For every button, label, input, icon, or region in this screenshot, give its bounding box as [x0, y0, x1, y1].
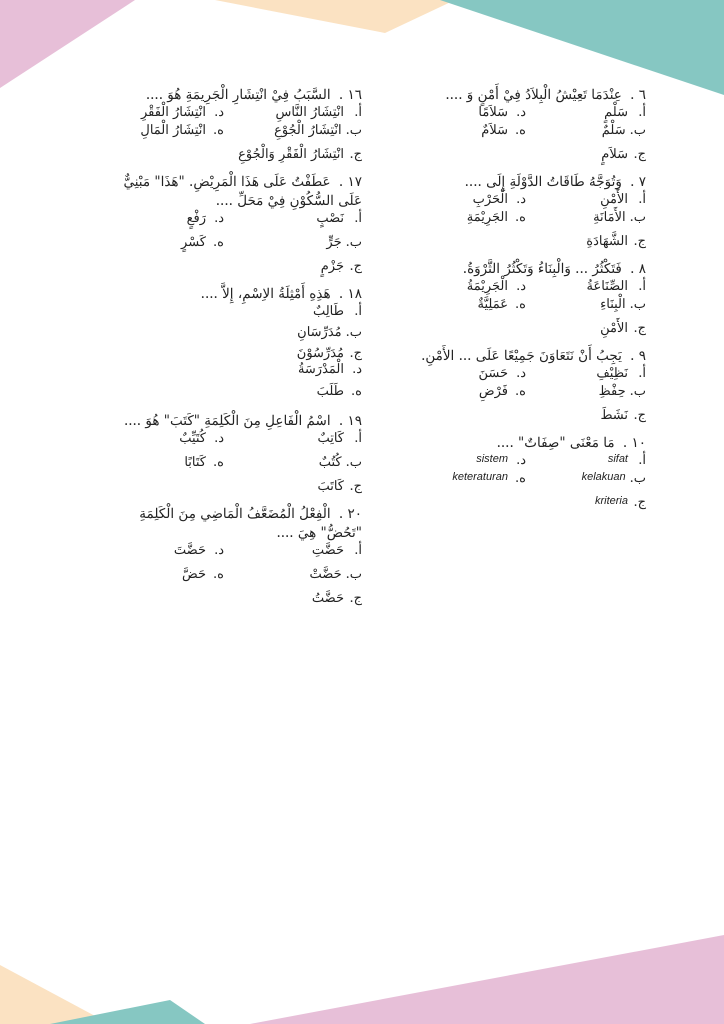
option-text: keteraturan — [452, 471, 508, 483]
option-text: نَشَطَ — [600, 408, 628, 423]
option-letter: ج. — [349, 346, 362, 361]
option-text: نَظِيْفِ — [596, 366, 628, 381]
option-text: نَصْبٍ — [316, 211, 344, 226]
option-text: سَلاَمٍ — [601, 147, 628, 162]
question-number: ١٦ . — [338, 87, 362, 103]
option-text: حَضَّتِ — [311, 543, 344, 558]
option-letter: ب. — [629, 210, 646, 225]
option-text: كَاتِبٌ — [317, 431, 344, 446]
option-text: طَلَبَ — [316, 384, 344, 399]
right-question-column — [346, 86, 646, 521]
option-letter: د. — [214, 431, 224, 446]
option-letter: د. — [214, 105, 224, 120]
question-8 — [346, 260, 646, 345]
option-letter: د. — [214, 543, 224, 558]
question-text: اسْمُ الْفَاعِلِ مِنَ الْكَلِمَةِ "كَتَبَ" هُوَ .... — [123, 413, 331, 429]
option-letter: أ. — [354, 543, 362, 558]
option-text: حَضَّتُ — [311, 591, 344, 606]
option-letter: أ. — [638, 105, 646, 120]
question-number: ٧ . — [630, 174, 646, 190]
option-letter: أ. — [354, 431, 362, 446]
option-text: جَرٍّ — [326, 235, 342, 250]
question-number: ١٨ . — [338, 286, 362, 302]
option-letter: أ. — [638, 192, 646, 207]
option-text: انْتِشَارُ الْفَقْرِ — [140, 105, 206, 120]
option-letter: أ. — [354, 105, 362, 120]
question-number: ٦ . — [630, 87, 646, 103]
option-text: حَسَنَ — [478, 366, 508, 381]
question-number: ١٠ . — [622, 435, 646, 451]
question-number: ٨ . — [630, 261, 646, 277]
option-letter: ج. — [633, 147, 646, 162]
option-letter: ج. — [349, 259, 362, 274]
option-text: رَفْعٍ — [186, 211, 206, 226]
option-text: الأَمْنِ — [600, 321, 628, 336]
option-letter: ه. — [515, 471, 526, 486]
option-text: انْتِشَارُ الْمَالِ — [140, 123, 206, 138]
option-letter: ه. — [213, 123, 224, 138]
option-text: kelakuan — [581, 471, 626, 483]
question-text: مَا مَعْنَى "صِفَاتٌ" .... — [496, 435, 615, 451]
option-text: الشَّهَادَةِ — [586, 234, 628, 249]
question-text: السَّبَبُ فِيْ انْتِشَارِ الْجَرِيمَةِ هُوَ .... — [145, 87, 331, 103]
option-text: kriteria — [594, 495, 628, 507]
option-text: الْحَرْبِ — [472, 192, 508, 207]
option-letter: ب. — [629, 471, 646, 486]
option-letter: ب. — [629, 384, 646, 399]
option-letter: أ. — [638, 279, 646, 294]
option-text: حَضَّتْ — [309, 567, 342, 582]
question-text: هَذِهِ أَمْثِلَةُ الاِسْمِ، إِلاَّ .... — [200, 286, 331, 302]
option-letter: د. — [352, 362, 362, 377]
question-number: ٩ . — [630, 348, 646, 364]
question-19 — [107, 412, 362, 503]
option-letter: ج. — [633, 408, 646, 423]
option-text: انْتِشَارُ النَّاسِ — [275, 105, 344, 120]
option-letter: ب. — [345, 123, 362, 138]
option-text: الْمَدْرَسَةُ — [297, 362, 344, 377]
option-letter: أ. — [638, 453, 646, 468]
question-text: عَطَفْتُ عَلَى هَذَا الْمَرِيْضِ. "هَذَا" مَبْنِيٌّ عَلَى السُّكُوْنِ فِيْ مَحَلِّ .... — [123, 174, 362, 209]
question-text: وَتُوَجَّهُ طَاقَاتُ الدَّوْلَةِ إِلَى .... — [464, 174, 622, 190]
option-text: الصِّنَاعَةُ — [586, 279, 628, 294]
option-letter: ه. — [515, 297, 526, 312]
option-text: sistem — [476, 453, 508, 465]
option-text: سَلْمٌ — [601, 123, 626, 138]
option-text: سَلْمٍ — [604, 105, 628, 120]
option-letter: ب. — [345, 455, 362, 470]
option-letter: د. — [516, 279, 526, 294]
question-10 — [346, 434, 646, 519]
option-text: الأَمْنِ — [600, 192, 628, 207]
option-letter: ه. — [213, 235, 224, 250]
option-letter: ه. — [515, 210, 526, 225]
option-letter: ج. — [349, 479, 362, 494]
option-letter: أ. — [354, 211, 362, 226]
option-text: فَرْضِ — [478, 384, 508, 399]
option-letter: د. — [516, 366, 526, 381]
option-text: الْبِنَاءِ — [600, 297, 626, 312]
option-text: sifat — [607, 453, 628, 465]
option-text: جَزْمٍ — [320, 259, 344, 274]
option-letter: ب. — [629, 123, 646, 138]
option-text: انْتِشَارُ الْجُوْعِ — [274, 123, 342, 138]
option-text: كُتَيِّبٌ — [179, 431, 206, 446]
option-letter: ج. — [349, 591, 362, 606]
option-letter: أ. — [638, 366, 646, 381]
option-text: انْتِشَارُ الْفَقْرِ وَالْجُوْعِ — [238, 147, 344, 162]
option-text: الْجَرِيْمَةُ — [466, 279, 508, 294]
question-text: يَجِبُ أَنْ نَتَعَاوَنَ جَمِيْعًا عَلَى ... الأَمْنِ. — [421, 348, 622, 364]
option-letter: أ. — [354, 304, 362, 319]
option-text: مُدَرِّسَانِ — [297, 325, 342, 340]
question-20 — [107, 505, 362, 615]
option-letter: ه. — [351, 384, 362, 399]
option-letter: ج. — [349, 147, 362, 162]
option-letter: ه. — [213, 455, 224, 470]
option-letter: ب. — [345, 325, 362, 340]
option-text: سَلاَمًا — [478, 105, 508, 120]
option-text: كَسْرٍ — [181, 235, 206, 250]
option-letter: ج. — [633, 321, 646, 336]
question-number: ٢٠ . — [338, 506, 362, 522]
question-text: الْفِعْلُ الْمُضَعَّفُ الْمَاضِي مِنَ الْكَلِمَةِ "تَحُضُّ" هِيَ .... — [139, 506, 362, 541]
question-16 — [107, 86, 362, 171]
option-text: الأَمَانَةِ — [593, 210, 626, 225]
question-number: ١٧ . — [338, 174, 362, 190]
option-letter: ه. — [515, 384, 526, 399]
option-letter: د. — [516, 453, 526, 468]
option-text: حِفْظِ — [598, 384, 626, 399]
question-18 — [107, 285, 362, 410]
left-question-column — [107, 86, 362, 617]
option-letter: ه. — [213, 567, 224, 582]
option-text: كَتَابًا — [184, 455, 206, 470]
question-text: عِنْدَمَا تَعِيْشُ الْبِلاَدُ فِيْ أَمْنٍ وَ .... — [445, 87, 622, 103]
option-text: طَالِبٌ — [312, 304, 344, 319]
top-right-teal-shape — [440, 0, 724, 95]
option-text: حَضَّتَ — [173, 543, 206, 558]
question-6 — [346, 86, 646, 171]
option-letter: ب. — [629, 297, 646, 312]
option-letter: د. — [516, 192, 526, 207]
option-text: سَلاَمٌ — [481, 123, 508, 138]
question-9 — [346, 347, 646, 432]
top-left-pink-shape — [0, 0, 135, 88]
top-peach-shape — [215, 0, 455, 33]
option-letter: ج. — [633, 495, 646, 510]
bottom-left-peach-shape — [0, 965, 110, 1024]
question-7 — [346, 173, 646, 258]
option-text: كَاتَبَ — [317, 479, 344, 494]
option-letter: د. — [516, 105, 526, 120]
option-text: عَمَلِيَّةٌ — [477, 297, 508, 312]
option-text: حَضَّ — [182, 567, 206, 582]
option-letter: ب. — [345, 567, 362, 582]
option-text: كُتُبٌ — [318, 455, 342, 470]
question-17 — [107, 173, 362, 283]
option-text: مُدَرِّسُوْنَ — [296, 346, 344, 361]
question-number: ١٩ . — [338, 413, 362, 429]
option-text: الجَرِيْمَةِ — [466, 210, 508, 225]
option-letter: د. — [214, 211, 224, 226]
option-letter: ج. — [633, 234, 646, 249]
bottom-right-pink-shape — [250, 935, 724, 1024]
option-letter: ب. — [345, 235, 362, 250]
option-letter: ه. — [515, 123, 526, 138]
question-text: فَتَكْثُرُ ... وَالْبِنَاءُ وَتَكْثُرُ الثَّرْوَةُ. — [462, 261, 622, 277]
